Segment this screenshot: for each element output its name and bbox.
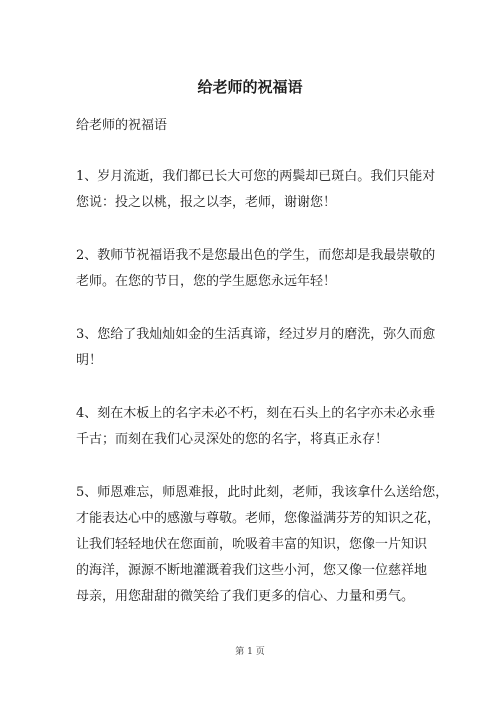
paragraph-line: 3、您给了我灿灿如金的生活真谛，经过岁月的磨洗，弥久而愈 <box>76 327 436 342</box>
page-number-footer: 第 1 页 <box>235 647 265 657</box>
paragraph-4 <box>76 401 436 453</box>
paragraph-line: 的海洋，源源不断地灌溉着我们这些小河，您又像一位慈祥地 <box>76 563 428 578</box>
paragraph-line: 您说：投之以桃，报之以李，老师，谢谢您！ <box>76 195 337 210</box>
paragraph-line: 1、岁月流逝，我们都已长大可您的两鬓却已斑白。我们只能对 <box>76 169 436 184</box>
paragraph-line: 才能表达心中的感激与尊敬。老师，您像溢满芬芳的知识之花， <box>76 511 441 526</box>
paragraph-line: 4、刻在木板上的名字未必不朽，刻在石头上的名字亦未必永垂 <box>76 406 436 421</box>
paragraph-line: 千古；而刻在我们心灵深处的您的名字，将真正永存！ <box>76 432 389 447</box>
paragraph-2 <box>76 243 436 295</box>
paragraph-line: 明！ <box>76 353 103 368</box>
paragraph-line: 母亲，用您甜甜的微笑给了我们更多的信心、力量和勇气。 <box>76 589 415 604</box>
document-subtitle: 给老师的祝福语 <box>76 118 168 133</box>
paragraph-line: 让我们轻轻地伏在您面前，吮吸着丰富的知识，您像一片知识 <box>76 537 428 552</box>
paragraph-5 <box>76 480 449 610</box>
document-title: 给老师的祝福语 <box>197 78 303 96</box>
document-body <box>76 164 449 637</box>
paragraph-3 <box>76 322 436 374</box>
paragraph-line: 2、教师节祝福语我不是您最出色的学生，而您却是我最崇敬的 <box>76 248 436 263</box>
paragraph-line: 老师。在您的节日，您的学生愿您永远年轻！ <box>76 274 337 289</box>
paragraph-line: 5、师恩难忘，师恩难报，此时此刻，老师，我该拿什么送给您， <box>76 485 449 500</box>
paragraph-1 <box>76 164 436 216</box>
